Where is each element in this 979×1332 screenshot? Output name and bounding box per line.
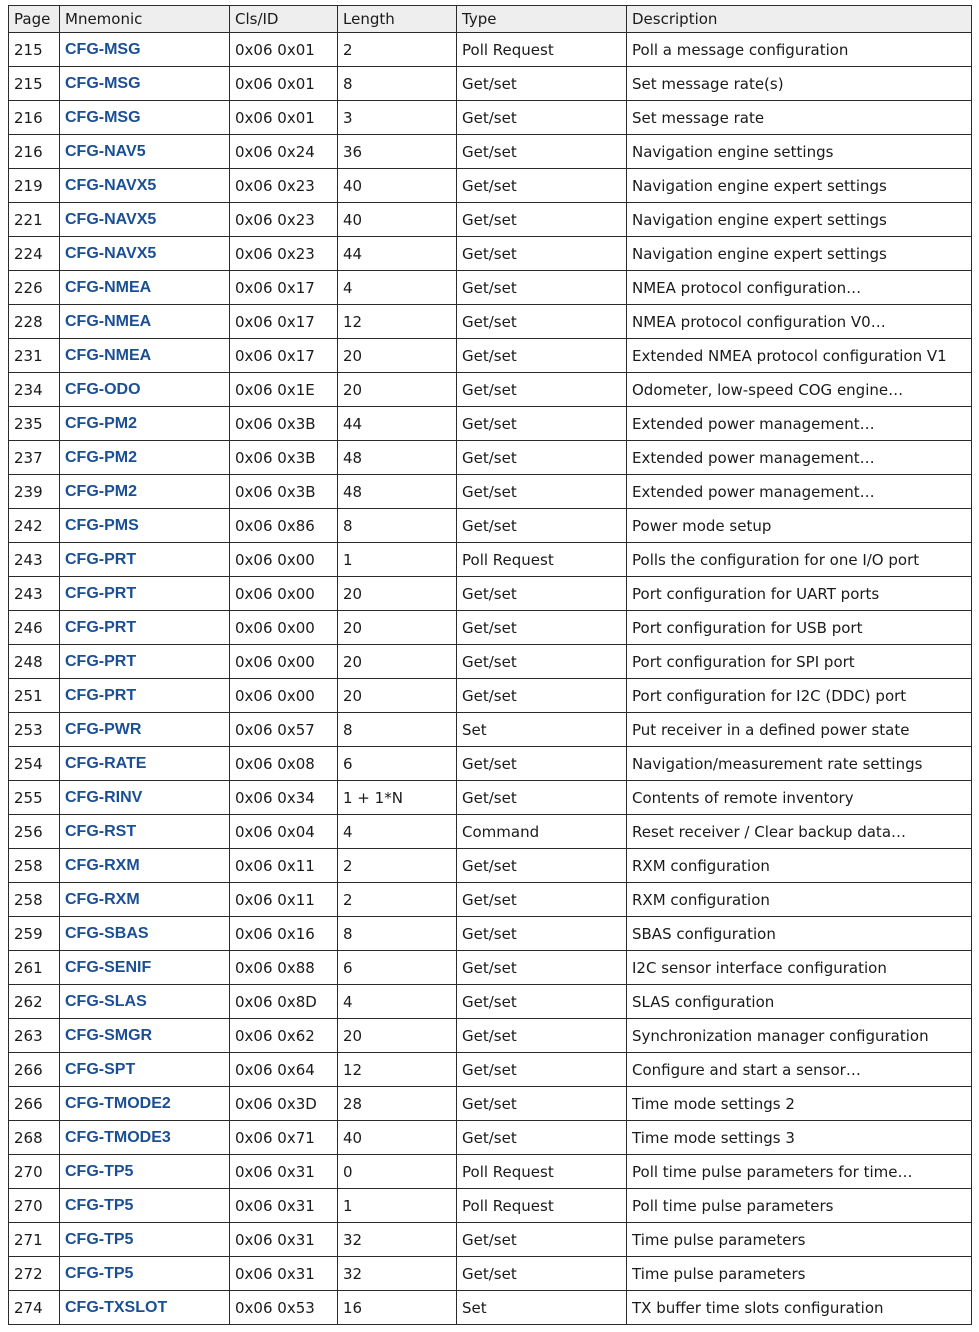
cell-page: 268 xyxy=(9,1121,60,1155)
cell-clsid: 0x06 0x53 xyxy=(230,1291,338,1325)
cell-length: 20 xyxy=(338,611,457,645)
cell-clsid: 0x06 0x23 xyxy=(230,203,338,237)
cell-page: 266 xyxy=(9,1053,60,1087)
header-mnemonic: Mnemonic xyxy=(60,6,230,33)
table-row xyxy=(9,169,972,203)
cell-type: Get/set xyxy=(457,611,627,645)
cell-page: 270 xyxy=(9,1155,60,1189)
cell-clsid: 0x06 0x00 xyxy=(230,611,338,645)
cell-length: 2 xyxy=(338,33,457,67)
cell-page: 274 xyxy=(9,1291,60,1325)
cell-clsid: 0x06 0x3B xyxy=(230,475,338,509)
cell-mnemonic[interactable]: CFG-SENIF xyxy=(60,951,230,985)
header-length: Length xyxy=(338,6,457,33)
cell-mnemonic[interactable]: CFG-TP5 xyxy=(60,1155,230,1189)
header-page: Page xyxy=(9,6,60,33)
cell-page: 224 xyxy=(9,237,60,271)
cell-type: Get/set xyxy=(457,645,627,679)
cell-page: 234 xyxy=(9,373,60,407)
cell-description: Navigation/measurement rate settings xyxy=(627,747,972,781)
cell-mnemonic[interactable]: CFG-MSG xyxy=(60,33,230,67)
cell-clsid: 0x06 0x3D xyxy=(230,1087,338,1121)
cell-length: 6 xyxy=(338,951,457,985)
cell-clsid: 0x06 0x00 xyxy=(230,543,338,577)
cell-mnemonic[interactable]: CFG-RINV xyxy=(60,781,230,815)
cell-clsid: 0x06 0x64 xyxy=(230,1053,338,1087)
header-description: Description xyxy=(627,6,972,33)
cell-mnemonic[interactable]: CFG-PWR xyxy=(60,713,230,747)
cell-description: Navigation engine settings xyxy=(627,135,972,169)
cell-type: Get/set xyxy=(457,169,627,203)
table-row xyxy=(9,1223,972,1257)
cell-length: 1 + 1*N xyxy=(338,781,457,815)
cell-clsid: 0x06 0x17 xyxy=(230,305,338,339)
cell-mnemonic[interactable]: CFG-PMS xyxy=(60,509,230,543)
cell-type: Get/set xyxy=(457,1223,627,1257)
cell-clsid: 0x06 0x88 xyxy=(230,951,338,985)
cell-length: 36 xyxy=(338,135,457,169)
table-row xyxy=(9,101,972,135)
table-row xyxy=(9,475,972,509)
cell-type: Set xyxy=(457,713,627,747)
table-row xyxy=(9,849,972,883)
cell-description: Time mode settings 3 xyxy=(627,1121,972,1155)
cell-length: 8 xyxy=(338,713,457,747)
cell-length: 20 xyxy=(338,577,457,611)
cell-description: RXM configuration xyxy=(627,883,972,917)
cell-type: Poll Request xyxy=(457,1189,627,1223)
cell-page: 255 xyxy=(9,781,60,815)
cell-mnemonic[interactable]: CFG-TMODE3 xyxy=(60,1121,230,1155)
cell-mnemonic[interactable]: CFG-SLAS xyxy=(60,985,230,1019)
cell-length: 40 xyxy=(338,169,457,203)
cell-description: Power mode setup xyxy=(627,509,972,543)
cell-description: Navigation engine expert settings xyxy=(627,203,972,237)
cell-mnemonic[interactable]: CFG-RXM xyxy=(60,883,230,917)
cell-length: 20 xyxy=(338,679,457,713)
cell-page: 270 xyxy=(9,1189,60,1223)
cell-description: I2C sensor interface configuration xyxy=(627,951,972,985)
cell-type: Get/set xyxy=(457,509,627,543)
cell-type: Get/set xyxy=(457,883,627,917)
cell-type: Get/set xyxy=(457,781,627,815)
cell-description: Port configuration for SPI port xyxy=(627,645,972,679)
cell-mnemonic[interactable]: CFG-PRT xyxy=(60,543,230,577)
cell-description: Port configuration for UART ports xyxy=(627,577,972,611)
cell-type: Get/set xyxy=(457,373,627,407)
cell-page: 216 xyxy=(9,101,60,135)
cell-length: 48 xyxy=(338,441,457,475)
cell-page: 219 xyxy=(9,169,60,203)
cell-description: Put receiver in a defined power state xyxy=(627,713,972,747)
cell-mnemonic[interactable]: CFG-RXM xyxy=(60,849,230,883)
cell-length: 16 xyxy=(338,1291,457,1325)
cell-clsid: 0x06 0x11 xyxy=(230,849,338,883)
cell-type: Get/set xyxy=(457,67,627,101)
table-row xyxy=(9,509,972,543)
cell-page: 262 xyxy=(9,985,60,1019)
cell-length: 20 xyxy=(338,1019,457,1053)
cell-clsid: 0x06 0x3B xyxy=(230,441,338,475)
cell-type: Get/set xyxy=(457,441,627,475)
cell-page: 271 xyxy=(9,1223,60,1257)
cell-length: 3 xyxy=(338,101,457,135)
message-overview-table xyxy=(8,5,972,1325)
cell-mnemonic[interactable]: CFG-PRT xyxy=(60,645,230,679)
table-row xyxy=(9,1121,972,1155)
table-row xyxy=(9,781,972,815)
table-row xyxy=(9,441,972,475)
cell-page: 246 xyxy=(9,611,60,645)
table-row xyxy=(9,135,972,169)
cell-length: 40 xyxy=(338,203,457,237)
table-row xyxy=(9,645,972,679)
table-row xyxy=(9,917,972,951)
cell-length: 12 xyxy=(338,1053,457,1087)
cell-type: Get/set xyxy=(457,339,627,373)
cell-clsid: 0x06 0x62 xyxy=(230,1019,338,1053)
cell-type: Poll Request xyxy=(457,33,627,67)
cell-mnemonic[interactable]: CFG-PM2 xyxy=(60,407,230,441)
header-clsid: Cls/ID xyxy=(230,6,338,33)
cell-clsid: 0x06 0x17 xyxy=(230,339,338,373)
cell-type: Get/set xyxy=(457,135,627,169)
cell-description: Time pulse parameters xyxy=(627,1257,972,1291)
cell-mnemonic[interactable]: CFG-MSG xyxy=(60,101,230,135)
cell-length: 20 xyxy=(338,373,457,407)
cell-length: 28 xyxy=(338,1087,457,1121)
table-row xyxy=(9,33,972,67)
cell-type: Get/set xyxy=(457,577,627,611)
cell-page: 239 xyxy=(9,475,60,509)
cell-mnemonic[interactable]: CFG-TXSLOT xyxy=(60,1291,230,1325)
cell-page: 272 xyxy=(9,1257,60,1291)
cell-page: 256 xyxy=(9,815,60,849)
table-row xyxy=(9,1053,972,1087)
cell-clsid: 0x06 0x01 xyxy=(230,67,338,101)
cell-clsid: 0x06 0x31 xyxy=(230,1223,338,1257)
table-row xyxy=(9,747,972,781)
cell-description: Port configuration for USB port xyxy=(627,611,972,645)
cell-page: 221 xyxy=(9,203,60,237)
cell-page: 251 xyxy=(9,679,60,713)
cell-mnemonic[interactable]: CFG-PM2 xyxy=(60,475,230,509)
table-body xyxy=(9,33,972,1325)
cell-mnemonic[interactable]: CFG-RST xyxy=(60,815,230,849)
cell-length: 8 xyxy=(338,67,457,101)
cell-length: 6 xyxy=(338,747,457,781)
cell-page: 237 xyxy=(9,441,60,475)
cell-clsid: 0x06 0x1E xyxy=(230,373,338,407)
cell-mnemonic[interactable]: CFG-SMGR xyxy=(60,1019,230,1053)
cell-type: Set xyxy=(457,1291,627,1325)
table-row xyxy=(9,1019,972,1053)
cell-description: Extended power management… xyxy=(627,441,972,475)
cell-clsid: 0x06 0x57 xyxy=(230,713,338,747)
cell-clsid: 0x06 0x01 xyxy=(230,101,338,135)
cell-type: Get/set xyxy=(457,305,627,339)
table-row xyxy=(9,883,972,917)
cell-page: 231 xyxy=(9,339,60,373)
cell-length: 1 xyxy=(338,543,457,577)
cell-mnemonic[interactable]: CFG-MSG xyxy=(60,67,230,101)
cell-page: 261 xyxy=(9,951,60,985)
cell-length: 48 xyxy=(338,475,457,509)
cell-mnemonic[interactable]: CFG-SBAS xyxy=(60,917,230,951)
cell-page: 266 xyxy=(9,1087,60,1121)
cell-page: 258 xyxy=(9,883,60,917)
cell-page: 216 xyxy=(9,135,60,169)
cell-description: Extended NMEA protocol configuration V1 xyxy=(627,339,972,373)
cell-length: 32 xyxy=(338,1223,457,1257)
cell-clsid: 0x06 0x34 xyxy=(230,781,338,815)
cell-mnemonic[interactable]: CFG-NAVX5 xyxy=(60,237,230,271)
cell-length: 2 xyxy=(338,883,457,917)
cell-mnemonic[interactable]: CFG-TMODE2 xyxy=(60,1087,230,1121)
cell-type: Poll Request xyxy=(457,543,627,577)
cell-description: Port configuration for I2C (DDC) port xyxy=(627,679,972,713)
cell-length: 20 xyxy=(338,339,457,373)
cell-type: Get/set xyxy=(457,101,627,135)
cell-page: 242 xyxy=(9,509,60,543)
cell-mnemonic[interactable]: CFG-RATE xyxy=(60,747,230,781)
cell-clsid: 0x06 0x3B xyxy=(230,407,338,441)
cell-mnemonic[interactable]: CFG-ODO xyxy=(60,373,230,407)
message-table-container xyxy=(8,5,972,1325)
cell-type: Get/set xyxy=(457,679,627,713)
cell-clsid: 0x06 0x08 xyxy=(230,747,338,781)
table-row xyxy=(9,1155,972,1189)
cell-description: Configure and start a sensor… xyxy=(627,1053,972,1087)
cell-length: 20 xyxy=(338,645,457,679)
cell-description: RXM configuration xyxy=(627,849,972,883)
cell-page: 243 xyxy=(9,577,60,611)
cell-description: Synchronization manager configuration xyxy=(627,1019,972,1053)
cell-mnemonic[interactable]: CFG-PRT xyxy=(60,577,230,611)
cell-mnemonic[interactable]: CFG-NAVX5 xyxy=(60,169,230,203)
cell-length: 1 xyxy=(338,1189,457,1223)
cell-page: 215 xyxy=(9,67,60,101)
cell-description: Time mode settings 2 xyxy=(627,1087,972,1121)
cell-description: Set message rate xyxy=(627,101,972,135)
cell-length: 8 xyxy=(338,509,457,543)
cell-description: NMEA protocol configuration… xyxy=(627,271,972,305)
cell-mnemonic[interactable]: CFG-NMEA xyxy=(60,339,230,373)
table-row xyxy=(9,611,972,645)
cell-clsid: 0x06 0x04 xyxy=(230,815,338,849)
table-row xyxy=(9,985,972,1019)
cell-type: Get/set xyxy=(457,1257,627,1291)
cell-clsid: 0x06 0x00 xyxy=(230,645,338,679)
cell-mnemonic[interactable]: CFG-NMEA xyxy=(60,305,230,339)
cell-mnemonic[interactable]: CFG-NMEA xyxy=(60,271,230,305)
table-row xyxy=(9,951,972,985)
cell-clsid: 0x06 0x23 xyxy=(230,169,338,203)
cell-type: Get/set xyxy=(457,1053,627,1087)
cell-page: 235 xyxy=(9,407,60,441)
table-row xyxy=(9,1291,972,1325)
table-row xyxy=(9,67,972,101)
cell-clsid: 0x06 0x31 xyxy=(230,1189,338,1223)
cell-mnemonic[interactable]: CFG-NAV5 xyxy=(60,135,230,169)
table-row xyxy=(9,271,972,305)
cell-description: Poll a message configuration xyxy=(627,33,972,67)
cell-clsid: 0x06 0x00 xyxy=(230,679,338,713)
cell-type: Get/set xyxy=(457,475,627,509)
cell-type: Get/set xyxy=(457,747,627,781)
table-row xyxy=(9,1257,972,1291)
table-row xyxy=(9,1189,972,1223)
cell-clsid: 0x06 0x00 xyxy=(230,577,338,611)
table-row xyxy=(9,543,972,577)
table-row xyxy=(9,679,972,713)
cell-mnemonic[interactable]: CFG-TP5 xyxy=(60,1189,230,1223)
cell-mnemonic[interactable]: CFG-TP5 xyxy=(60,1223,230,1257)
cell-type: Get/set xyxy=(457,407,627,441)
cell-page: 243 xyxy=(9,543,60,577)
cell-description: Poll time pulse parameters xyxy=(627,1189,972,1223)
cell-description: Time pulse parameters xyxy=(627,1223,972,1257)
cell-mnemonic[interactable]: CFG-PRT xyxy=(60,679,230,713)
cell-description: TX buffer time slots configuration xyxy=(627,1291,972,1325)
table-row xyxy=(9,1087,972,1121)
table-row xyxy=(9,237,972,271)
cell-description: Odometer, low-speed COG engine… xyxy=(627,373,972,407)
table-row xyxy=(9,577,972,611)
cell-type: Get/set xyxy=(457,849,627,883)
cell-mnemonic[interactable]: CFG-NAVX5 xyxy=(60,203,230,237)
cell-type: Get/set xyxy=(457,1087,627,1121)
table-row xyxy=(9,407,972,441)
cell-clsid: 0x06 0x71 xyxy=(230,1121,338,1155)
cell-description: SLAS configuration xyxy=(627,985,972,1019)
cell-mnemonic[interactable]: CFG-PRT xyxy=(60,611,230,645)
cell-length: 44 xyxy=(338,407,457,441)
cell-type: Get/set xyxy=(457,985,627,1019)
cell-length: 4 xyxy=(338,815,457,849)
cell-length: 32 xyxy=(338,1257,457,1291)
cell-page: 215 xyxy=(9,33,60,67)
cell-length: 0 xyxy=(338,1155,457,1189)
cell-description: SBAS configuration xyxy=(627,917,972,951)
cell-type: Get/set xyxy=(457,1121,627,1155)
cell-length: 40 xyxy=(338,1121,457,1155)
cell-clsid: 0x06 0x24 xyxy=(230,135,338,169)
cell-type: Get/set xyxy=(457,951,627,985)
table-row xyxy=(9,339,972,373)
cell-description: Poll time pulse parameters for time… xyxy=(627,1155,972,1189)
table-row xyxy=(9,305,972,339)
cell-length: 8 xyxy=(338,917,457,951)
cell-mnemonic[interactable]: CFG-TP5 xyxy=(60,1257,230,1291)
cell-clsid: 0x06 0x23 xyxy=(230,237,338,271)
table-row xyxy=(9,373,972,407)
header-type: Type xyxy=(457,6,627,33)
cell-page: 258 xyxy=(9,849,60,883)
cell-type: Command xyxy=(457,815,627,849)
cell-description: Reset receiver / Clear backup data… xyxy=(627,815,972,849)
cell-description: Navigation engine expert settings xyxy=(627,169,972,203)
cell-length: 4 xyxy=(338,271,457,305)
cell-mnemonic[interactable]: CFG-PM2 xyxy=(60,441,230,475)
cell-clsid: 0x06 0x01 xyxy=(230,33,338,67)
cell-page: 263 xyxy=(9,1019,60,1053)
table-row xyxy=(9,713,972,747)
cell-length: 2 xyxy=(338,849,457,883)
cell-length: 4 xyxy=(338,985,457,1019)
cell-page: 254 xyxy=(9,747,60,781)
cell-type: Get/set xyxy=(457,1019,627,1053)
table-header-row xyxy=(9,6,972,33)
cell-clsid: 0x06 0x16 xyxy=(230,917,338,951)
cell-length: 44 xyxy=(338,237,457,271)
cell-page: 226 xyxy=(9,271,60,305)
cell-page: 259 xyxy=(9,917,60,951)
cell-type: Get/set xyxy=(457,237,627,271)
cell-clsid: 0x06 0x31 xyxy=(230,1257,338,1291)
cell-type: Poll Request xyxy=(457,1155,627,1189)
cell-description: Set message rate(s) xyxy=(627,67,972,101)
cell-page: 228 xyxy=(9,305,60,339)
cell-type: Get/set xyxy=(457,271,627,305)
cell-length: 12 xyxy=(338,305,457,339)
cell-description: Polls the configuration for one I/O port xyxy=(627,543,972,577)
cell-description: NMEA protocol configuration V0… xyxy=(627,305,972,339)
cell-page: 253 xyxy=(9,713,60,747)
table-row xyxy=(9,203,972,237)
cell-clsid: 0x06 0x11 xyxy=(230,883,338,917)
cell-page: 248 xyxy=(9,645,60,679)
cell-clsid: 0x06 0x17 xyxy=(230,271,338,305)
table-row xyxy=(9,815,972,849)
cell-clsid: 0x06 0x8D xyxy=(230,985,338,1019)
cell-description: Extended power management… xyxy=(627,407,972,441)
cell-type: Get/set xyxy=(457,917,627,951)
cell-description: Contents of remote inventory xyxy=(627,781,972,815)
cell-mnemonic[interactable]: CFG-SPT xyxy=(60,1053,230,1087)
cell-type: Get/set xyxy=(457,203,627,237)
cell-clsid: 0x06 0x86 xyxy=(230,509,338,543)
cell-description: Extended power management… xyxy=(627,475,972,509)
cell-clsid: 0x06 0x31 xyxy=(230,1155,338,1189)
cell-description: Navigation engine expert settings xyxy=(627,237,972,271)
